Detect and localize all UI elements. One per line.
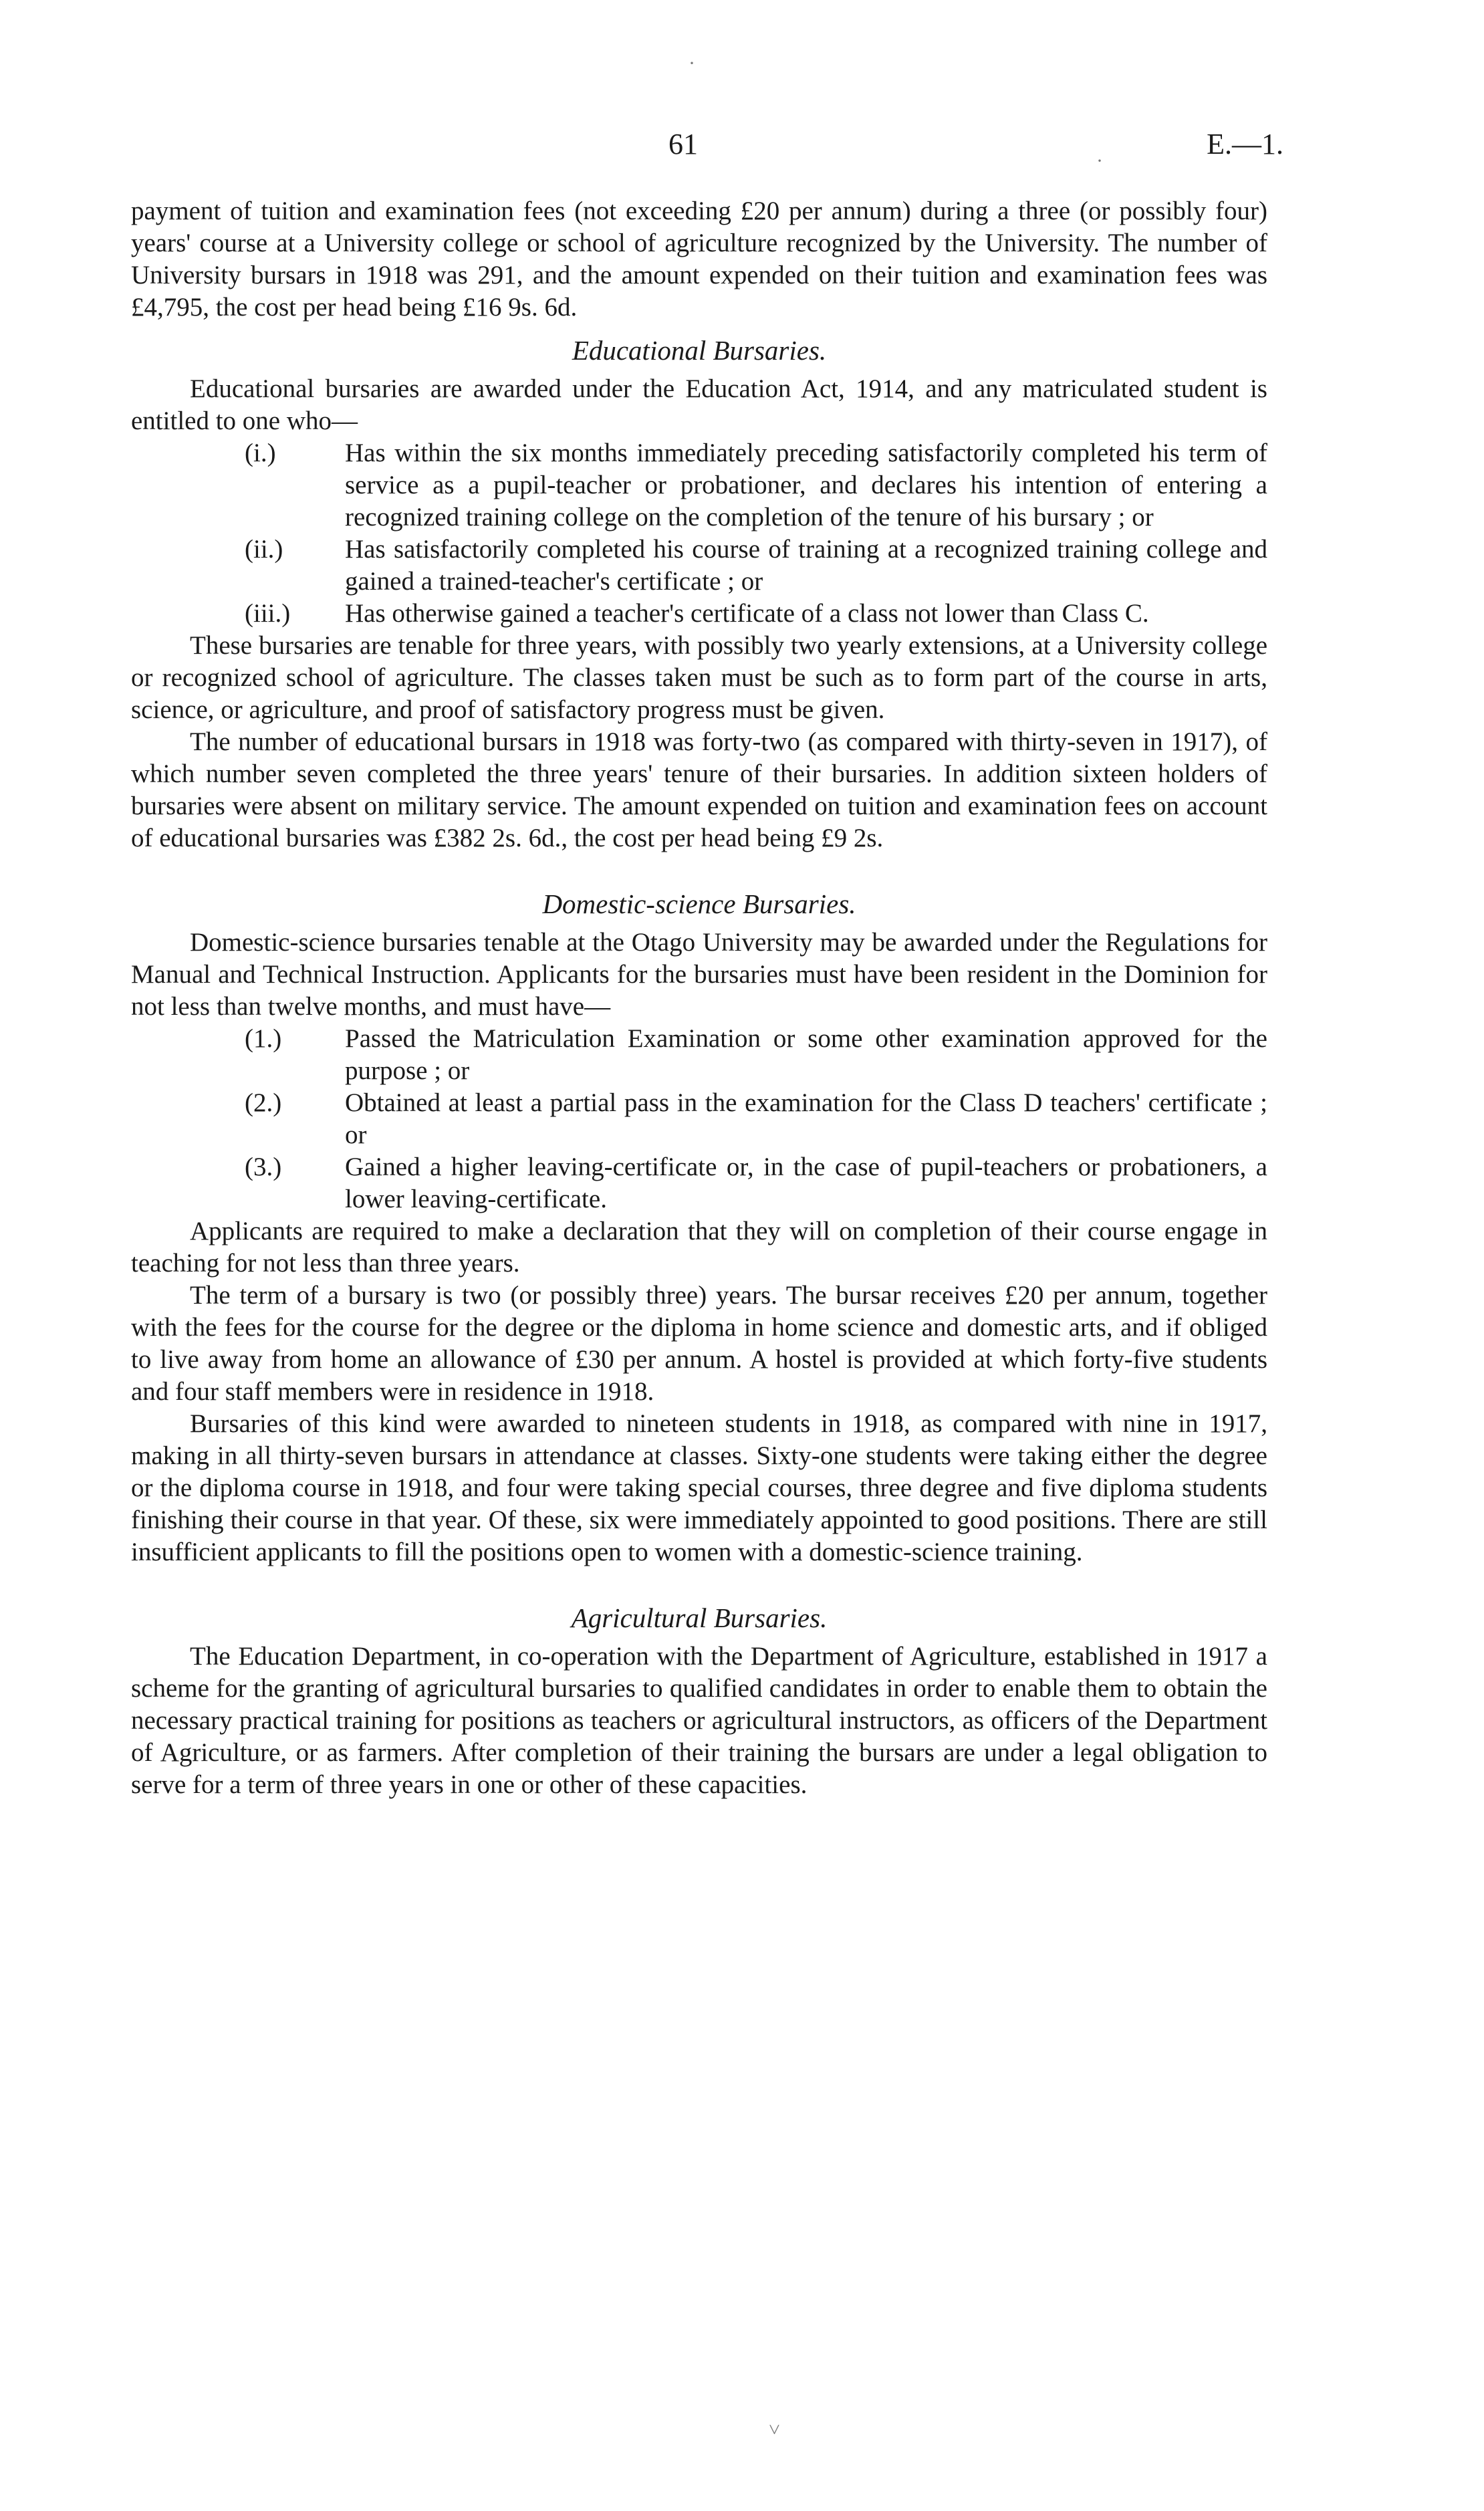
section-heading-agricultural: Agricultural Bursaries. <box>571 1602 828 1633</box>
list-item <box>131 1087 1267 1151</box>
scan-speck: · <box>689 52 695 74</box>
list-item <box>131 437 1267 533</box>
list-item-number: (iii.) <box>245 599 291 628</box>
list-item-number: (1.) <box>245 1024 282 1053</box>
domestic-paragraph-declaration: Applicants are required to make a declaration that they will on completion of their course engage in teaching for not less than three years. <box>131 1217 1267 1278</box>
educational-conditions-list <box>131 437 1267 630</box>
list-item-text: Has otherwise gained a teacher's certificate of a class not lower than Class C. <box>345 599 1149 628</box>
document-reference: E.—1. <box>1207 128 1283 160</box>
scan-speck: · <box>1096 150 1103 172</box>
list-item <box>131 598 1267 630</box>
list-item <box>131 1023 1267 1087</box>
page-body <box>131 195 1267 1801</box>
page-header <box>0 127 1484 167</box>
continued-paragraph: payment of tuition and examination fees (not exceeding £20 per annum) during a three (or possibly four) years' course at a University college or school of agriculture recognized by the University. The number of University bursars in 1918 was 291, and the amount expended on their tuition and examination fees was £4,795, the cost per head being £16 9s. 6d. <box>131 197 1267 322</box>
domestic-paragraph-term: The term of a bursary is two (or possibly three) years. The bursar receives £20 per annum, together with the fees for the course for the degree or the diploma in home science and domestic arts, and if obliged to live away from home an allowance of £30 per annum. A hostel is provided at which forty-five students and four staff members were in residence in 1918. <box>131 1281 1267 1406</box>
list-item-number: (3.) <box>245 1153 282 1181</box>
domestic-conditions-list <box>131 1023 1267 1215</box>
list-item <box>131 533 1267 598</box>
list-item-text: Has satisfactorily completed his course of training at a recognized training college and gained a trained-teacher's certificate ; or <box>345 535 1267 596</box>
agricultural-paragraph: The Education Department, in co-operation with the Department of Agriculture, established in 1917 a scheme for the granting of agricultural bursaries to qualified candidates in order to enable them to obtain the necessary practical training for positions as teachers or agricultural instructors, as officers of the Department of Agriculture, or as farmers. After completion of their training the bursars are under a legal obligation to serve for a term of three years in one or other of these capacities. <box>131 1642 1267 1799</box>
list-item-text: Obtained at least a partial pass in the examination for the Class D teachers' certificate ; or <box>345 1088 1267 1149</box>
list-item <box>131 1151 1267 1215</box>
educational-paragraph-tenure: These bursaries are tenable for three years, with possibly two yearly extensions, at a University college or recognized school of agriculture. The classes taken must be such as to form part of the course in arts, science, or agriculture, and proof of satisfactory progress must be given. <box>131 631 1267 724</box>
domestic-paragraph-awards: Bursaries of this kind were awarded to nineteen students in 1918, as compared with nine in 1917, making in all thirty-seven bursars in attendance at classes. Sixty-one students were taking either the degree or the diploma course in 1918, and four were taking special courses, three degree and five diploma students finishing their course in that year. Of these, six were immediately appointed to good positions. There are still insufficient applicants to fill the positions open to women with a domestic-science training. <box>131 1409 1267 1566</box>
educational-intro: Educational bursaries are awarded under the Education Act, 1914, and any matriculated student is entitled to one who— <box>131 374 1267 435</box>
section-heading-educational: Educational Bursaries. <box>572 335 827 366</box>
page-number: 61 <box>668 128 698 160</box>
section-heading-domestic-science: Domestic-science Bursaries. <box>542 888 856 919</box>
list-item-text: Has within the six months immediately preceding satisfactorily completed his term of service as a pupil-teacher or probationer, and declares his intention of entering a recognized training college on the completion of the tenure of his bursary ; or <box>345 439 1267 531</box>
list-item-number: (ii.) <box>245 535 283 564</box>
list-item-number: (i.) <box>245 439 276 467</box>
list-item-text: Gained a higher leaving-certificate or, in the case of pupil-teachers or probationers, a lower leaving-certificate. <box>345 1153 1267 1213</box>
domestic-intro: Domestic-science bursaries tenable at the Otago University may be awarded under the Regulations for Manual and Technical Instruction. Applicants for the bursaries must have been resident in the Dominion for not less than twelve months, and must have— <box>131 928 1267 1021</box>
educational-paragraph-numbers: The number of educational bursars in 1918 was forty-two (as compared with thirty-seven in 1917), of which number seven completed the three years' tenure of their bursaries. In addition sixteen holders of bursaries were absent on military service. The amount expended on tuition and examination fees on account of educational bursaries was £382 2s. 6d., the cost per head being £9 2s. <box>131 727 1267 852</box>
list-item-text: Passed the Matriculation Examination or some other examination approved for the purpose ; or <box>345 1024 1267 1085</box>
scan-speck: ˅ <box>769 2419 780 2441</box>
list-item-number: (2.) <box>245 1088 282 1117</box>
